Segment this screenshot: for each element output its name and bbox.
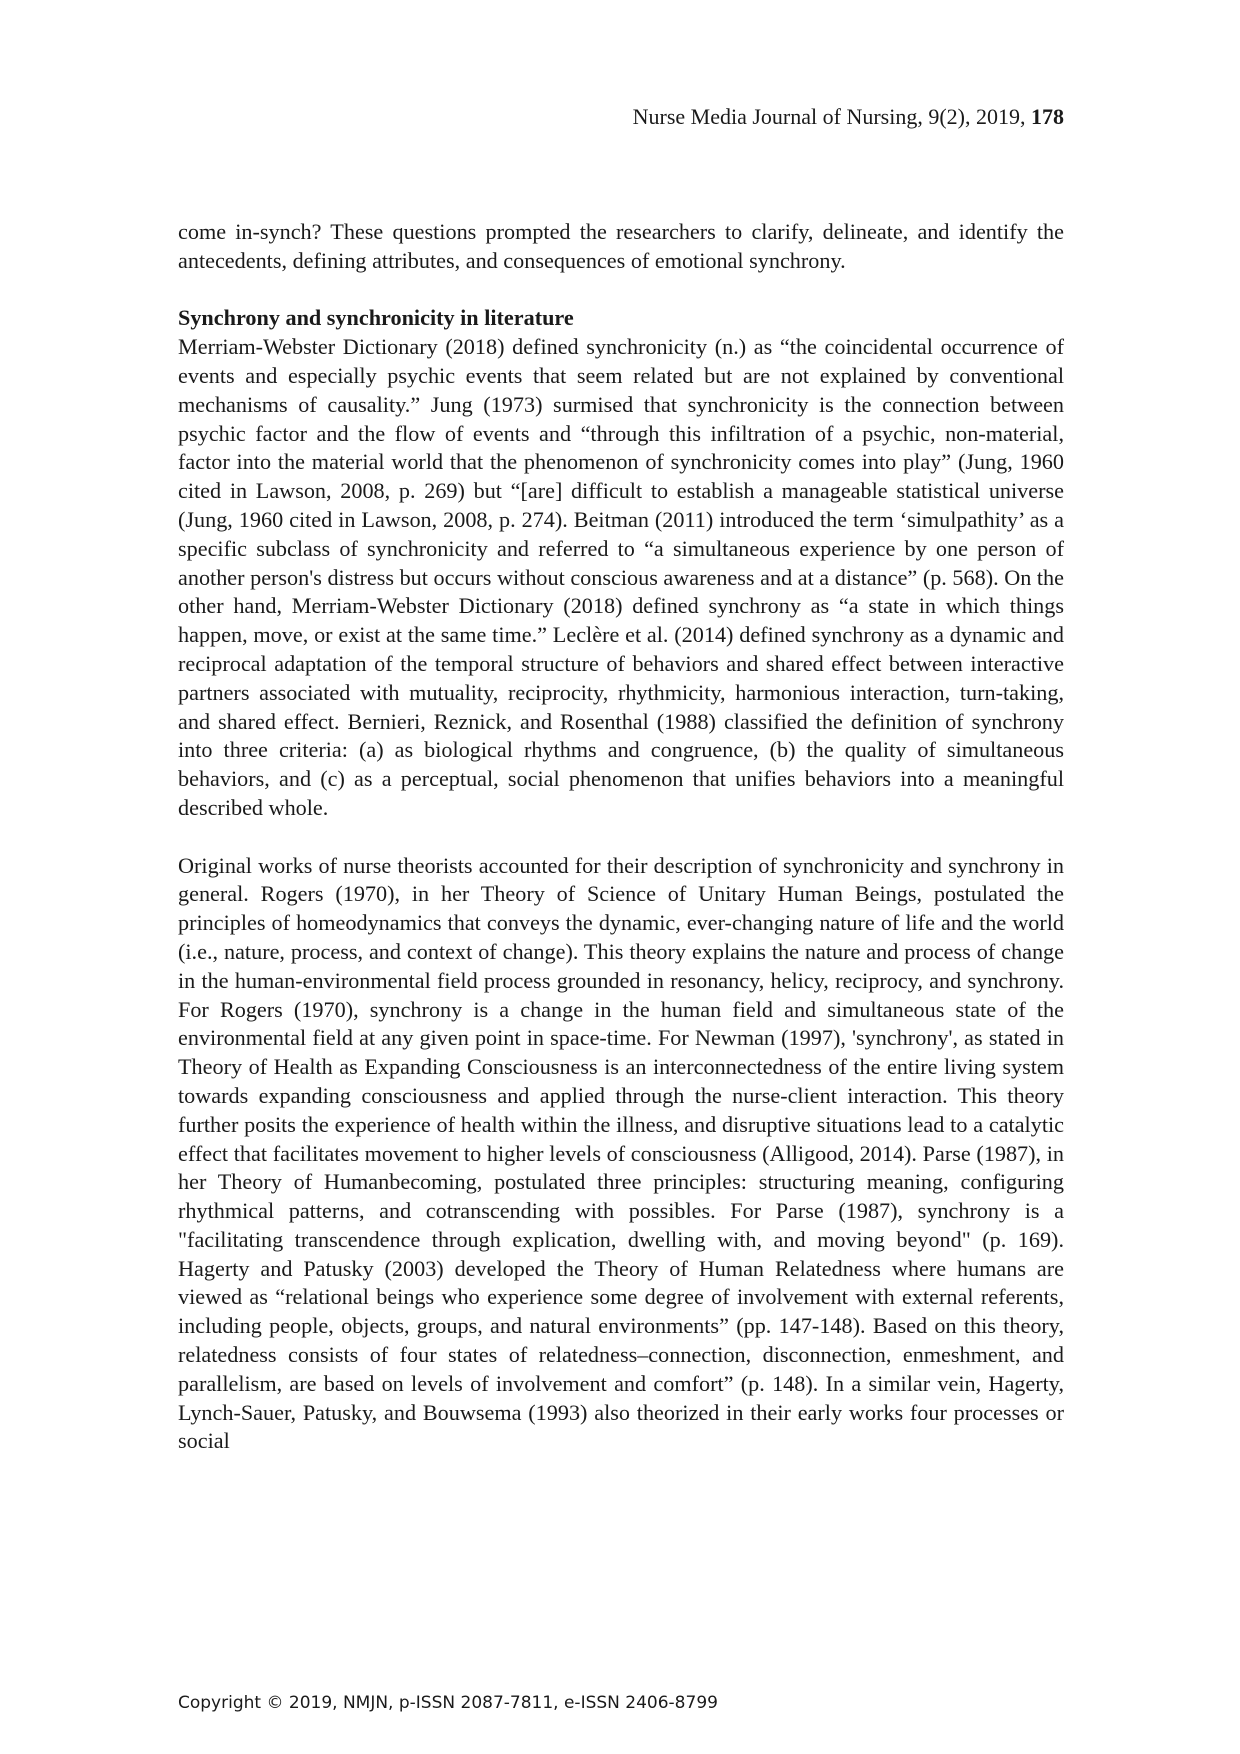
article-body <box>178 218 1064 1456</box>
page-footer <box>178 1693 718 1713</box>
body-paragraph: Original works of nurse theorists accounted for their description of synchronicity and synchrony in general. Rogers (1970), in her Theory of Science of Unitary Human Beings, postulated the principles of homeodynamics that conveys the dynamic, ever-changing nature of life and the world (i.e., nature, process, and context of change). This theory explains the nature and process of change in the human-environmental field process grounded in resonancy, helicy, reciprocy, and synchrony. For Rogers (1970), synchrony is a change in the human field and simultaneous state of the environmental field at any given point in space-time. For Newman (1997), 'synchrony', as stated in Theory of Health as Expanding Consciousness is an interconnectedness of the entire living system towards expanding consciousness and applied through the nurse-client interaction. This theory further posits the experience of health within the illness, and disruptive situations lead to a catalytic effect that facilitates movement to higher levels of consciousness (Alligood, 2014). Parse (1987), in her Theory of Humanbecoming, postulated three principles: structuring meaning, configuring rhythmical patterns, and cotranscending with possibles. For Parse (1987), synchrony is a "facilitating transcendence through explication, dwelling with, and moving beyond" (p. 169). Hagerty and Patusky (2003) developed the Theory of Human Relatedness where humans are viewed as “relational beings who experience some degree of involvement with external referents, including people, objects, groups, and natural environments” (pp. 147-148). Based on this theory, relatedness consists of four states of relatedness–connection, disconnection, enmeshment, and parallelism, are based on levels of involvement and comfort” (p. 148). In a similar vein, Hagerty, Lynch-Sauer, Patusky, and Bouwsema (1993) also theorized in their early works four processes or social <box>178 852 1064 1454</box>
journal-citation: Nurse Media Journal of Nursing, 9(2), 2019, <box>632 104 1031 129</box>
page-number: 178 <box>1031 104 1064 129</box>
body-paragraph: come in-synch? These questions prompted the researchers to clarify, delineate, and identify the antecedents, defining attributes, and consequences of emotional synchrony. <box>178 219 1064 273</box>
copyright-notice: Copyright © 2019, NMJN, p-ISSN 2087-7811, e-ISSN 2406-8799 <box>178 1693 718 1713</box>
section-heading: Synchrony and synchronicity in literature <box>178 305 574 331</box>
body-paragraph: Merriam-Webster Dictionary (2018) defined synchronicity (n.) as “the coincidental occurrence of events and especially psychic events that seem related but are not explained by conventional mechanisms of causality.” Jung (1973) surmised that synchronicity is the connection between psychic factor and the flow of events and “through this infiltration of a psychic, non-material, factor into the material world that the phenomenon of synchronicity comes into play” (Jung, 1960 cited in Lawson, 2008, p. 269) but “[are] difficult to establish a manageable statistical universe (Jung, 1960 cited in Lawson, 2008, p. 274). Beitman (2011) introduced the term ‘simulpathity’ as a specific subclass of synchronicity and referred to “a simultaneous experience by one person of another person's distress but occurs without conscious awareness and at a distance” (p. 568). On the other hand, Merriam-Webster Dictionary (2018) defined synchrony as “a state in which things happen, move, or exist at the same time.” Leclère et al. (2014) defined synchrony as a dynamic and reciprocal adaptation of the temporal structure of behaviors and shared effect between interactive partners associated with mutuality, reciprocity, rhythmicity, harmonious interaction, turn-taking, and shared effect. Bernieri, Reznick, and Rosenthal (1988) classified the definition of synchrony into three criteria: (a) as biological rhythms and congruence, (b) the quality of simultaneous behaviors, and (c) as a perceptual, social phenomenon that unifies behaviors into a meaningful described whole. <box>178 334 1064 820</box>
running-header <box>633 104 1064 130</box>
